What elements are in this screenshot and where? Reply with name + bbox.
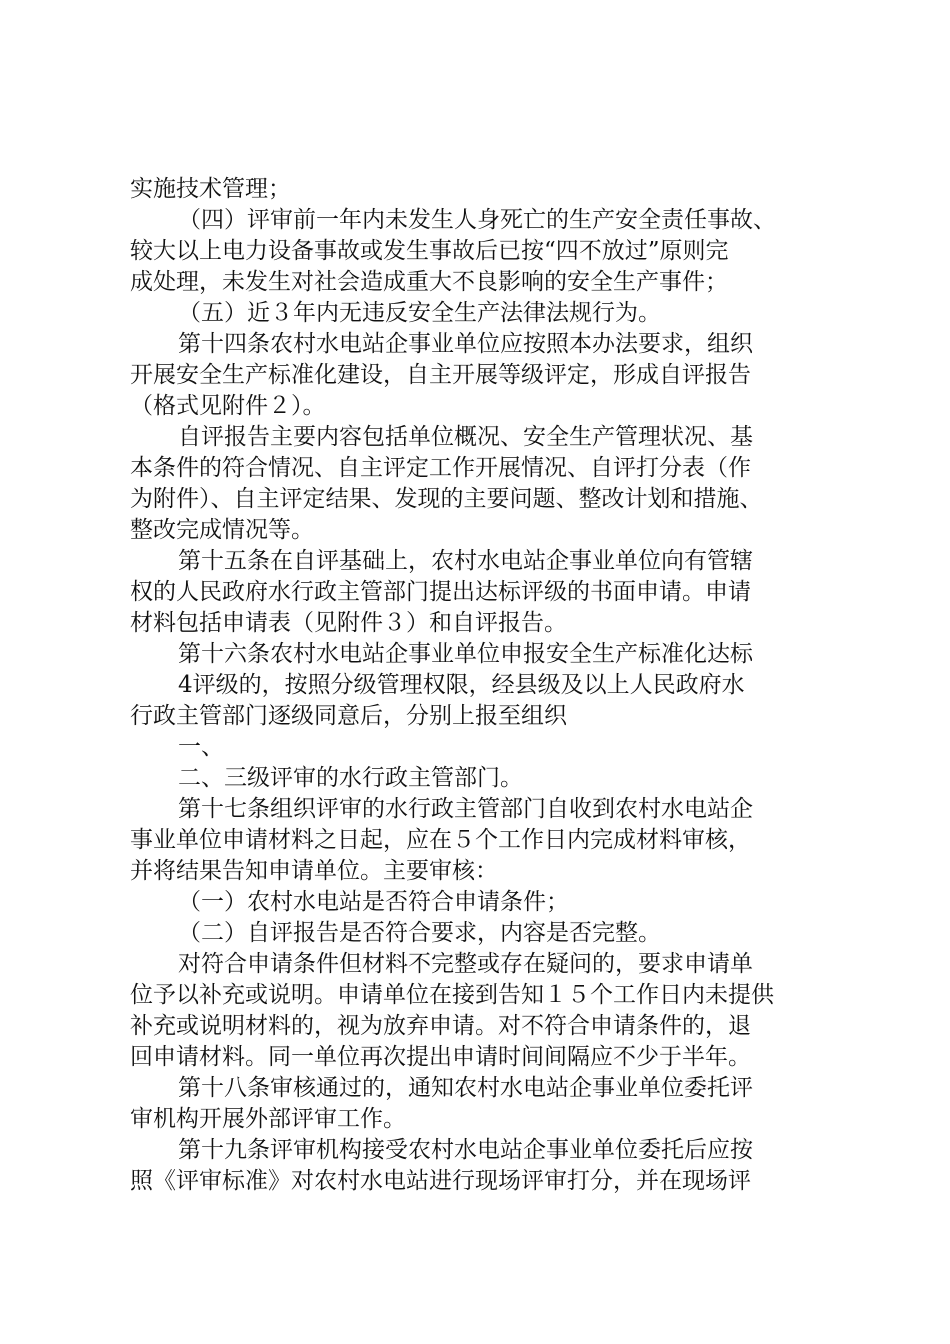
document-line: 第十七条组织评审的水行政主管部门自收到农村水电站企 xyxy=(178,796,753,822)
document-line: 事业单位申请材料之日起，应在５个工作日内完成材料审核， xyxy=(130,827,751,853)
document-line: 开展安全生产标准化建设，自主开展等级评定，形成自评报告 xyxy=(130,362,751,388)
document-line: 4评级的，按照分级管理权限，经县级及以上人民政府水 xyxy=(178,672,745,698)
document-line: 第十九条评审机构接受农村水电站企事业单位委托后应按 xyxy=(178,1137,753,1163)
document-line: 整改完成情况等。 xyxy=(130,517,314,543)
document-line: 第十八条审核通过的，通知农村水电站企事业单位委托评 xyxy=(178,1075,753,1101)
document-line: 权的人民政府水行政主管部门提出达标评级的书面申请。申请 xyxy=(130,579,751,605)
document-line: 为附件）、自主评定结果、发现的主要问题、整改计划和措施、 xyxy=(130,486,763,512)
document-line: 审机构开展外部评审工作。 xyxy=(130,1106,406,1132)
document-line: 并将结果告知申请单位。主要审核： xyxy=(130,858,498,884)
document-line: （四）评审前一年内未发生人身死亡的生产安全责任事故、 xyxy=(178,207,776,233)
document-line: （二）自评报告是否符合要求，内容是否完整。 xyxy=(178,920,661,946)
document-line: 对符合申请条件但材料不完整或存在疑问的，要求申请单 xyxy=(178,951,753,977)
document-line: （五）近３年内无违反安全生产法律法规行为。 xyxy=(178,300,661,326)
document-line: 第十六条农村水电站企事业单位申报安全生产标准化达标 xyxy=(178,641,753,667)
document-line: 成处理，未发生对社会造成重大不良影响的安全生产事件； xyxy=(130,269,728,295)
document-line: 行政主管部门逐级同意后，分别上报至组织 xyxy=(130,703,567,729)
document-line: 自评报告主要内容包括单位概况、安全生产管理状况、基 xyxy=(178,424,753,450)
document-line: 位予以补充或说明。申请单位在接到告知１５个工作日内未提供 xyxy=(130,982,774,1008)
document-line: 实施技术管理； xyxy=(130,176,291,202)
document-line: 回申请材料。同一单位再次提出申请时间间隔应不少于半年。 xyxy=(130,1044,751,1070)
document-body xyxy=(130,174,830,1197)
document-line: 二、三级评审的水行政主管部门。 xyxy=(178,765,523,791)
document-line: 第十四条农村水电站企事业单位应按照本办法要求，组织 xyxy=(178,331,753,357)
document-line: 第十五条在自评基础上，农村水电站企事业单位向有管辖 xyxy=(178,548,753,574)
document-line: （格式见附件２）。 xyxy=(130,393,326,419)
document-line: 材料包括申请表（见附件３）和自评报告。 xyxy=(130,610,567,636)
document-line: 补充或说明材料的，视为放弃申请。对不符合申请条件的，退 xyxy=(130,1013,751,1039)
document-line: 本条件的符合情况、自主评定工作开展情况、自评打分表（作 xyxy=(130,455,751,481)
document-line: （一）农村水电站是否符合申请条件； xyxy=(178,889,569,915)
document-line: 较大以上电力设备事故或发生事故后已按“四不放过”原则完 xyxy=(130,238,729,264)
document-line: 照《评审标准》对农村水电站进行现场评审打分，并在现场评 xyxy=(130,1168,751,1194)
document-line: 一、 xyxy=(178,734,224,760)
